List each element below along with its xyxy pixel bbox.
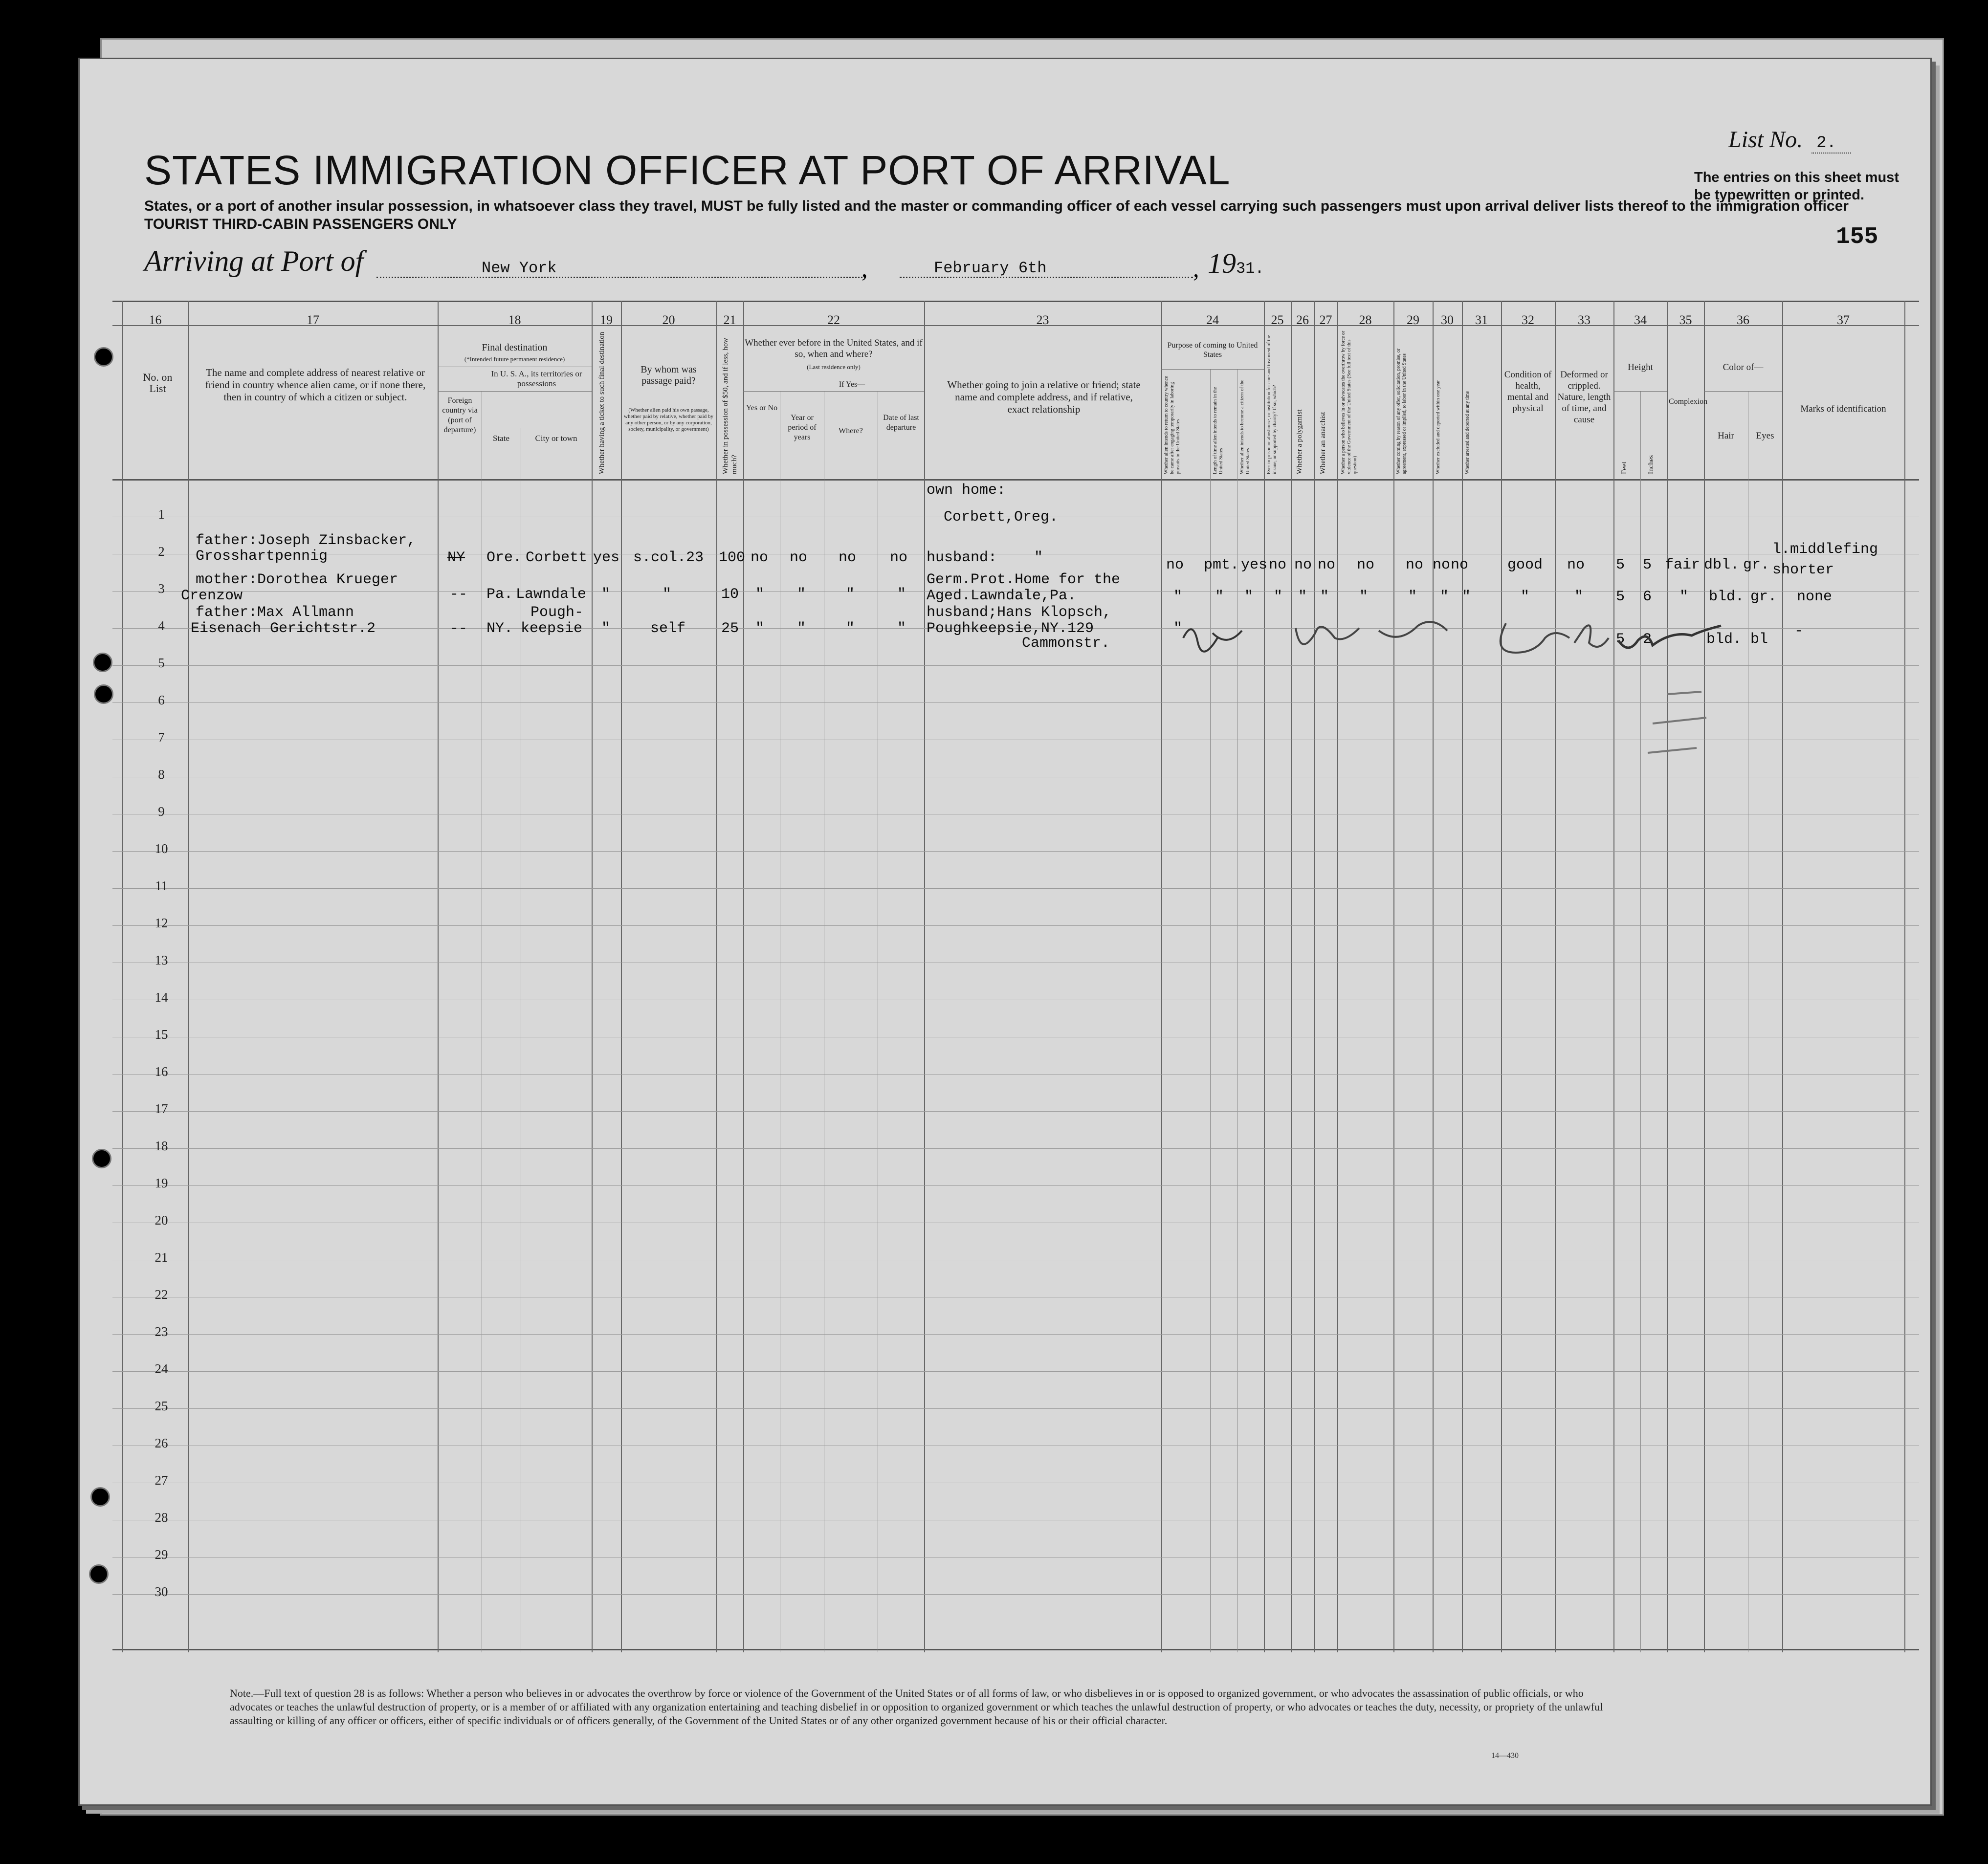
row-number: 28 (155, 1510, 168, 1525)
header-list-number: No. on List (143, 371, 173, 395)
header-hair: Hair (1718, 431, 1734, 441)
r3-ditto: " (1574, 589, 1584, 605)
arrival-year (1208, 247, 1264, 280)
header-foreign-country: Foreign country via (port of departure) (442, 396, 478, 434)
header-anarchist: Whether an anarchist (1319, 412, 1327, 474)
header-complexion: Complexion (1669, 397, 1708, 406)
row-number: 19 (155, 1176, 168, 1190)
r2-deformed: no (1567, 557, 1585, 573)
header-yes-no: Yes or No (746, 404, 778, 412)
row-rule (112, 888, 1919, 889)
tally-marks (1638, 689, 1726, 777)
r3-ditto: " (1173, 589, 1183, 605)
header-passage-paid-note: (Whether alien paid his own passage, whether paid by relative, whether paid by any other person, or by any corporation, society, municipality, or government) (624, 407, 713, 432)
header-deported: Whether arrested and deported at any time (1465, 391, 1470, 474)
header-split (1161, 369, 1264, 370)
column-number: 23 (1036, 313, 1049, 327)
row-rule (112, 1074, 1919, 1075)
col-divider (1640, 391, 1641, 1652)
header-split (1704, 391, 1782, 392)
r2-money: 100 (719, 549, 746, 566)
col-divider (1264, 301, 1265, 1652)
r2-ever-year: no (790, 549, 808, 566)
col-divider (1613, 301, 1614, 1652)
r3-feet: 5 (1616, 589, 1625, 605)
column-number: 29 (1407, 313, 1419, 327)
header-purpose-citizen: Whether alien intends to become a citizen of the United States (1239, 379, 1251, 474)
column-number: 31 (1475, 313, 1488, 327)
r4-ever-date: " (897, 620, 906, 637)
row-number: 13 (155, 953, 168, 967)
r4-city-line2: keepsie (521, 620, 583, 637)
row-number: 21 (155, 1250, 168, 1265)
header-ever-in-us: Whether ever before in the United States, and if so, when and where? (745, 338, 923, 359)
row-number: 8 (158, 767, 165, 782)
header-excluded: Whether excluded and deported within one year (1436, 380, 1441, 474)
col-divider (1161, 301, 1162, 1652)
r1-join-line1: own home: (927, 482, 1006, 499)
binder-hole-2 (93, 653, 112, 672)
row-rule (112, 1371, 1919, 1372)
row-number: 17 (155, 1101, 168, 1116)
binder-hole-5 (90, 1487, 110, 1507)
r2-hair: dbl. (1704, 557, 1740, 573)
column-number: 18 (508, 313, 521, 327)
column-number: 24 (1206, 313, 1219, 327)
r4-ever-where: " (846, 620, 855, 637)
r3-ditto: " (1679, 589, 1689, 605)
r4-inches: 2 (1643, 631, 1652, 648)
r2-ticket: yes (593, 549, 620, 566)
r3-city: Lawndale (516, 586, 587, 603)
r4-ticket: " (601, 620, 611, 637)
r3-ditto: " (1440, 589, 1449, 605)
row-number: 25 (155, 1399, 168, 1413)
row-rule (112, 1111, 1919, 1112)
r2-marks-continued: shorter (1772, 562, 1834, 578)
arrival-date: February 6th (934, 259, 1047, 277)
column-number: 25 (1271, 313, 1284, 327)
row-rule (112, 1148, 1919, 1149)
column-number: 20 (662, 313, 675, 327)
r2-join-ditto: " (1034, 549, 1043, 566)
r2-state-struck: NY (447, 549, 465, 566)
r2-city: Corbett (526, 549, 588, 566)
r1-join-line2: Corbett,Oreg. (944, 509, 1059, 526)
r4-money: 25 (721, 620, 739, 637)
binder-hole-4 (92, 1149, 111, 1168)
row-number: 2 (158, 544, 165, 559)
col-divider (1462, 301, 1463, 1652)
handwritten-annotation (1169, 604, 1755, 667)
header-labor-offer: Whether coming by reason of any offer, solicitation, promise, or agreement, expressed or implied, to labor in the United States (1396, 348, 1407, 474)
header-city: City or town (535, 434, 577, 443)
row-number: 27 (155, 1473, 168, 1488)
list-number-value: 2. (1811, 134, 1851, 154)
column-number: 22 (827, 313, 840, 327)
r3-foreign: -- (450, 586, 468, 603)
header-if-yes: If Yes— (839, 380, 865, 389)
r3-ever-date: " (897, 586, 906, 603)
column-number: 16 (149, 313, 162, 327)
r4-feet: 5 (1616, 631, 1625, 648)
r2-health: good (1507, 557, 1543, 573)
col-divider (1393, 301, 1394, 1652)
row-number: 12 (155, 916, 168, 930)
r2-inches: 5 (1643, 557, 1652, 573)
r3-hair: bld. (1709, 589, 1745, 605)
header-passage-paid: By whom was passage paid? (641, 364, 697, 386)
header-date-departure: Date of last departure (883, 414, 919, 432)
header-polygamist: Whether a polygamist (1296, 409, 1303, 474)
header-prison: Ever in prison or almshouse, or institution for care and treatment of the insane, or supported by charity? If so, which? (1266, 335, 1278, 474)
col-divider (1501, 301, 1502, 1652)
column-number: 35 (1679, 313, 1692, 327)
row-rule (112, 925, 1919, 926)
column-number: 28 (1359, 313, 1372, 327)
header-relative-address: The name and complete address of nearest relative or friend in country whence alien came, or if none there, then in country of which a citizen or subject. (205, 367, 426, 403)
r2-join: husband: (927, 549, 997, 566)
header-purpose-return: Whether alien intends to return to country whence he came after engaging temporarily in laboring pursuits in the United States (1164, 376, 1181, 474)
header-split (438, 391, 592, 392)
grid-bottom-rule (112, 1649, 1919, 1650)
r2-prison: no (1269, 557, 1287, 573)
r2-relative-line1: father:Joseph Zinsbacker, (196, 532, 416, 549)
col-divider (1904, 301, 1905, 1652)
r3-ditto: " (1274, 589, 1283, 605)
r3-ever-year: " (797, 586, 806, 603)
col-divider (743, 301, 744, 1652)
r2-excluded: no (1433, 557, 1451, 573)
col-divider (621, 301, 622, 1652)
typewritten-note-line-2: be typewritten or printed. (1694, 187, 1865, 203)
list-number-label: List No. (1728, 127, 1803, 153)
r2-anarchist: no (1318, 557, 1336, 573)
r3-ditto: " (1215, 589, 1224, 605)
r4-join-line3: Cammonstr. (1022, 635, 1110, 652)
r3-state: Pa. (486, 586, 513, 603)
year-prefix: 19 (1208, 247, 1236, 279)
col-divider (438, 301, 439, 1652)
header-health: Condition of health, mental and physical (1504, 370, 1552, 414)
r2-passage-paid: s.col.23 (633, 549, 704, 566)
header-deformed: Deformed or crippled. Nature, length of time, and cause (1557, 370, 1611, 425)
r4-marks: - (1794, 623, 1804, 639)
column-number: 37 (1837, 313, 1850, 327)
binder-hole-6 (89, 1564, 109, 1584)
r2-purpose-return: no (1166, 557, 1184, 573)
arrival-port: New York (482, 259, 557, 277)
r3-ditto: " (1320, 589, 1329, 605)
row-number: 10 (155, 841, 168, 856)
footnote-question-28: Note.—Full text of question 28 is as follows: Whether a person who believes in or advocates the overthrow by force or violence of the Government of the United States or of all forms of law, or who disbelieves in or is opposed to organized government, or who advocates the assassination of public officials, or who advocates or teaches the unlawful destruction of property, or is a member of or affiliated with any organization entertaining and teaching disbelief in or opposition to organized government or which teaches the unlawful destruction of property, or who advocates or teaches the duty, necessity, or propriety of the unlawful assaulting or killing of any officer or officers, either of specific individuals or of officers generally, of the Government of the United States or of any other organized government because of his or their official character. (230, 1687, 1603, 1727)
r4-foreign: -- (450, 620, 468, 637)
r2-purpose-length: pmt. (1204, 557, 1239, 573)
manifest-title: STATES IMMIGRATION OFFICER AT PORT OF ARRIVAL (144, 147, 1231, 193)
r2-marks: l.middlefing (1772, 541, 1878, 558)
column-number: 26 (1296, 313, 1309, 327)
r3-ditto: " (1462, 589, 1471, 605)
header-bottom-rule (112, 479, 1919, 481)
header-marks: Marks of identification (1800, 404, 1886, 414)
arriving-label: Arriving at Port of (144, 245, 364, 277)
header-ever-in-us-note: (Last residence only) (807, 363, 861, 371)
list-number (1728, 126, 1851, 153)
row-rule (112, 1185, 1919, 1186)
sheet-number: 155 (1836, 224, 1878, 250)
r2-complexion: fair (1665, 557, 1701, 573)
col-divider (1667, 301, 1668, 1652)
typewritten-note (1694, 169, 1899, 204)
col-divider (1704, 301, 1705, 1652)
column-number: 27 (1319, 313, 1332, 327)
form-number: 14—430 (1491, 1752, 1519, 1760)
r4-ever-yesno: " (755, 620, 765, 637)
r2-purpose-citizen: yes (1241, 557, 1268, 573)
col-divider (1337, 301, 1338, 1652)
r3-ditto: " (1244, 589, 1254, 605)
r4-eyes: bl (1750, 631, 1768, 648)
column-number: 32 (1522, 313, 1534, 327)
row-number: 16 (155, 1064, 168, 1079)
r4-join-line1: husband;Hans Klopsch, (927, 604, 1112, 621)
row-number: 24 (155, 1361, 168, 1376)
r3-relative-line1: mother:Dorothea Krueger (196, 571, 398, 588)
header-money: Whether in possession of $50, and if less, how much? (722, 337, 738, 474)
r4-relative-line1: father:Max Allmann (196, 604, 354, 621)
col-divider (1555, 301, 1556, 1652)
r3-passage-paid: " (663, 586, 672, 603)
row-number: 3 (158, 581, 165, 596)
column-number: 36 (1737, 313, 1749, 327)
row-number: 11 (155, 878, 168, 893)
r3-ditto: " (1298, 589, 1307, 605)
header-color-of: Color of— (1723, 362, 1764, 373)
row-number: 5 (158, 656, 165, 670)
header-ticket: Whether having a ticket to such final destination (598, 331, 606, 474)
binder-hole-1 (94, 347, 113, 367)
row-rule (112, 851, 1919, 852)
col-divider (924, 301, 925, 1652)
header-purpose-length: Length of time alien intends to remain in the United States (1213, 387, 1224, 474)
col-divider (1291, 301, 1292, 1652)
row-number: 1 (158, 507, 165, 522)
port-dotted-line (376, 277, 865, 278)
row-number: 15 (155, 1027, 168, 1042)
r3-ditto: " (1408, 589, 1417, 605)
header-state: State (493, 434, 509, 443)
header-final-destination: Final destination (482, 342, 548, 353)
r3-ever-yesno: " (755, 586, 765, 603)
row-number: 6 (158, 693, 165, 707)
r4-relative-line2: Eisenach Gerichtstr.2 (191, 620, 376, 637)
header-going-to-join: Whether going to join a relative or friend; state name and complete address, and if relative, exact relationship (947, 379, 1141, 415)
r3-eyes: gr. (1750, 589, 1777, 605)
column-number: 21 (723, 313, 736, 327)
r4-passage-paid: self (650, 620, 686, 637)
r2-deported: no (1451, 557, 1469, 573)
row-number: 22 (155, 1287, 168, 1302)
row-number: 9 (158, 804, 165, 819)
row-number: 14 (155, 990, 168, 1005)
column-number: 33 (1578, 313, 1590, 327)
r2-ever-date: no (890, 549, 908, 566)
row-rule (112, 1334, 1919, 1335)
r3-money: 10 (721, 586, 739, 603)
header-height: Height (1628, 362, 1653, 373)
column-number: 19 (600, 313, 613, 327)
r3-marks: none (1797, 589, 1833, 605)
comma-separator: , (861, 255, 868, 282)
col-divider (188, 301, 189, 1652)
header-where: Where? (839, 427, 863, 435)
r4-join-line2: Poughkeepsie,NY.129 (927, 620, 1094, 637)
header-final-destination-note: (*Intended future permanent residence) (464, 355, 565, 363)
col-divider (592, 301, 593, 1652)
r4-hair: bld. (1706, 631, 1742, 648)
r2-feet: 5 (1616, 557, 1625, 573)
r3-inches: 6 (1643, 589, 1652, 605)
header-feet: Feet (1620, 461, 1628, 474)
header-split (743, 391, 924, 392)
year-suffix: 31. (1236, 260, 1264, 278)
row-rule (112, 1594, 1919, 1595)
r2-polygamist: no (1294, 557, 1312, 573)
r2-question-28: no (1357, 557, 1375, 573)
row-number: 26 (155, 1436, 168, 1450)
column-number: 30 (1441, 313, 1454, 327)
r3-ditto: " (1521, 589, 1530, 605)
r2-eyes: gr. (1743, 557, 1770, 573)
comma-separator: , (1193, 255, 1199, 282)
r3-ever-where: " (846, 586, 855, 603)
r4-city-line1: Pough- (530, 604, 584, 621)
r3-join-line2: Aged.Lawndale,Pa. (927, 588, 1077, 604)
column-number: 17 (307, 313, 319, 327)
r2-state: Ore. (486, 549, 522, 566)
row-number: 30 (155, 1584, 168, 1599)
header-purpose: Purpose of coming to United States (1167, 341, 1258, 359)
r2-ever-yesno: no (751, 549, 769, 566)
column-number: 34 (1634, 313, 1647, 327)
r4-ever-year: " (797, 620, 806, 637)
col-divider (1782, 301, 1783, 1652)
row-number: 4 (158, 618, 165, 633)
r2-labor-offer: no (1406, 557, 1424, 573)
header-in-usa: In U. S. A., its territories or possessions (491, 369, 582, 388)
binder-hole-3 (94, 684, 113, 704)
r3-ticket: " (601, 586, 611, 603)
row-number: 23 (155, 1324, 168, 1339)
row-rule (112, 1408, 1919, 1409)
r4-state: NY. (486, 620, 513, 637)
row-number: 29 (155, 1547, 168, 1562)
row-number: 7 (158, 730, 165, 745)
row-number: 20 (155, 1213, 168, 1228)
header-year-period: Year or period of years (788, 414, 817, 441)
header-eyes: Eyes (1756, 431, 1774, 441)
grid-top-rule (112, 301, 1919, 302)
r2-relative-line2: Grosshartpennig (196, 548, 328, 565)
passenger-class-line: TOURIST THIRD-CABIN PASSENGERS ONLY (144, 216, 457, 232)
row-number: 18 (155, 1139, 168, 1153)
r4-ditto: " (1173, 620, 1183, 637)
col-divider (1314, 301, 1315, 1652)
r3-join-line1: Germ.Prot.Home for the (927, 571, 1121, 588)
r3-ditto: " (1359, 589, 1369, 605)
r2-ever-where: no (839, 549, 857, 566)
header-inches: Inches (1647, 455, 1655, 474)
manifest-rule-text: States, or a port of another insular possession, in whatsoever class they travel, MUST be fully listed and the master or commanding officer of each vessel carrying such passengers must upon arrival deliver lists thereof to the immigration officer (144, 198, 1849, 214)
typewritten-note-line-1: The entries on this sheet must (1694, 170, 1899, 185)
col-divider (1433, 301, 1434, 1652)
header-split (1613, 391, 1667, 392)
header-question-28: Whether a person who believes in or advocates the overthrow by force or violence of the Government of the United States (See full text of this question) (1341, 330, 1358, 474)
r3-relative-line2: Crenzow (181, 588, 243, 604)
col-divider (716, 301, 717, 1652)
manifest-grid (112, 301, 1919, 1652)
col-divider (122, 301, 123, 1652)
